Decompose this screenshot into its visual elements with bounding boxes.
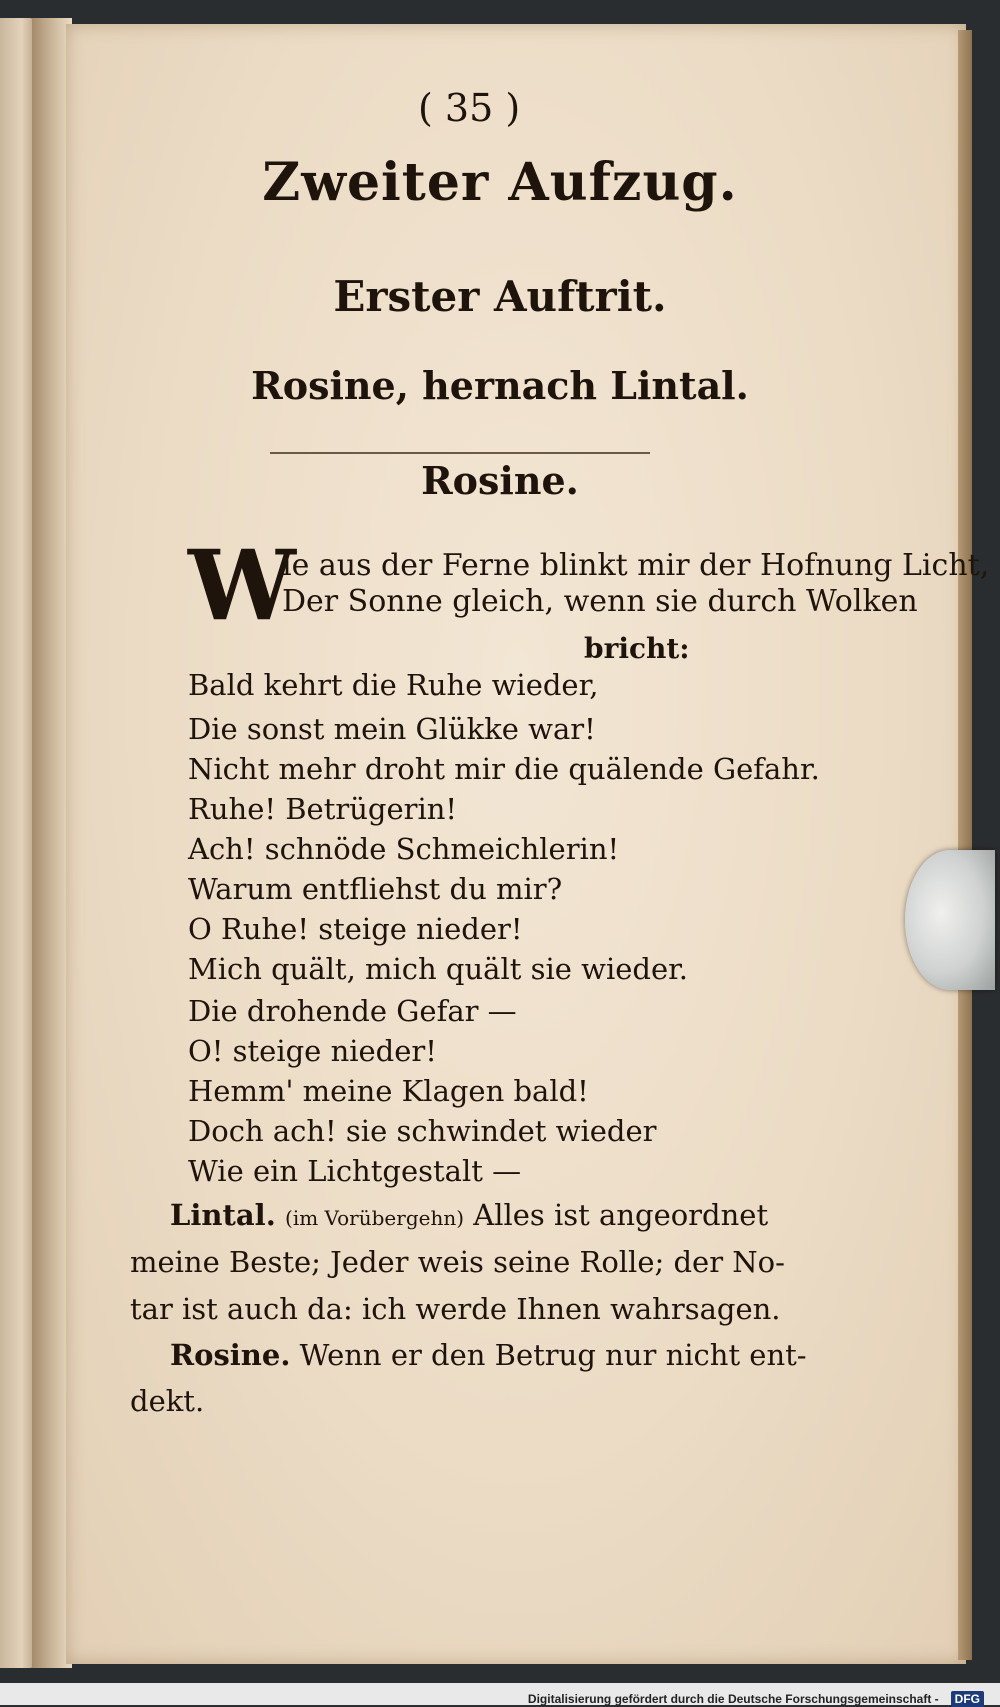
opening-line-3: bricht: [584,632,690,665]
speaker-lintal: Lintal. [170,1198,276,1232]
verse-line: Bald kehrt die Ruhe wieder, [188,668,599,702]
scene-title: Erster Auftrit. [333,272,667,321]
verse-line: Die sonst mein Glükke war! [188,712,596,746]
dialogue-rosine-line-1 [170,1338,807,1372]
page-clip-holder [905,850,995,990]
cast-list: Rosine, hernach Lintal. [251,363,749,408]
speaker-name: Rosine. [421,458,579,503]
left-page-edge [0,18,36,1668]
dfg-logo: DFG [951,1691,984,1707]
verse-line: Wie ein Lichtgestalt — [188,1154,522,1188]
verse-line: Ruhe! Betrügerin! [188,792,458,826]
footer-credit-bar [0,1683,1000,1705]
act-title: Zweiter Aufzug. [262,152,738,213]
dialogue-text: Alles ist angeordnet [473,1198,769,1232]
verse-line: Die drohende Gefar — [188,994,517,1028]
verse-line: Mich quält, mich quält sie wieder. [188,952,689,986]
opening-line-1: ie aus der Ferne blinkt mir der Hofnung Licht, [282,548,990,583]
speaker-rosine: Rosine. [170,1338,291,1372]
page-number: ( 35 ) [418,86,521,130]
dialogue-text: Wenn er den Betrug nur nicht ent- [299,1338,807,1372]
footer-credit [528,1687,992,1707]
divider-rule [270,452,650,454]
dialogue-lintal-line-2: meine Beste; Jeder weis seine Rolle; der No- [130,1245,785,1279]
dialogue-rosine-line-2: dekt. [130,1384,205,1418]
verse-line: Ach! schnöde Schmeichlerin! [188,832,620,866]
verse-line: O! steige nieder! [188,1034,437,1068]
verse-line: Nicht mehr droht mir die quälende Gefahr. [188,752,820,786]
verse-line: Warum entfliehst du mir? [188,872,563,906]
dialogue-lintal-line-1 [170,1198,768,1232]
dialogue-lintal-line-3: tar ist auch da: ich werde Ihnen wahrsagen. [130,1292,781,1326]
verse-line: Doch ach! sie schwindet wieder [188,1114,657,1148]
verse-line: O Ruhe! steige nieder! [188,912,523,946]
footer-credit-text: Digitalisierung gefördert durch die Deutsche Forschungsgemeinschaft - [527,1692,939,1706]
stage-direction: (im Vorübergehn) [285,1206,465,1230]
verse-line: Hemm' meine Klagen bald! [188,1074,589,1108]
drop-cap: W [188,529,296,642]
opening-line-2: Der Sonne gleich, wenn sie durch Wolken [282,584,918,619]
